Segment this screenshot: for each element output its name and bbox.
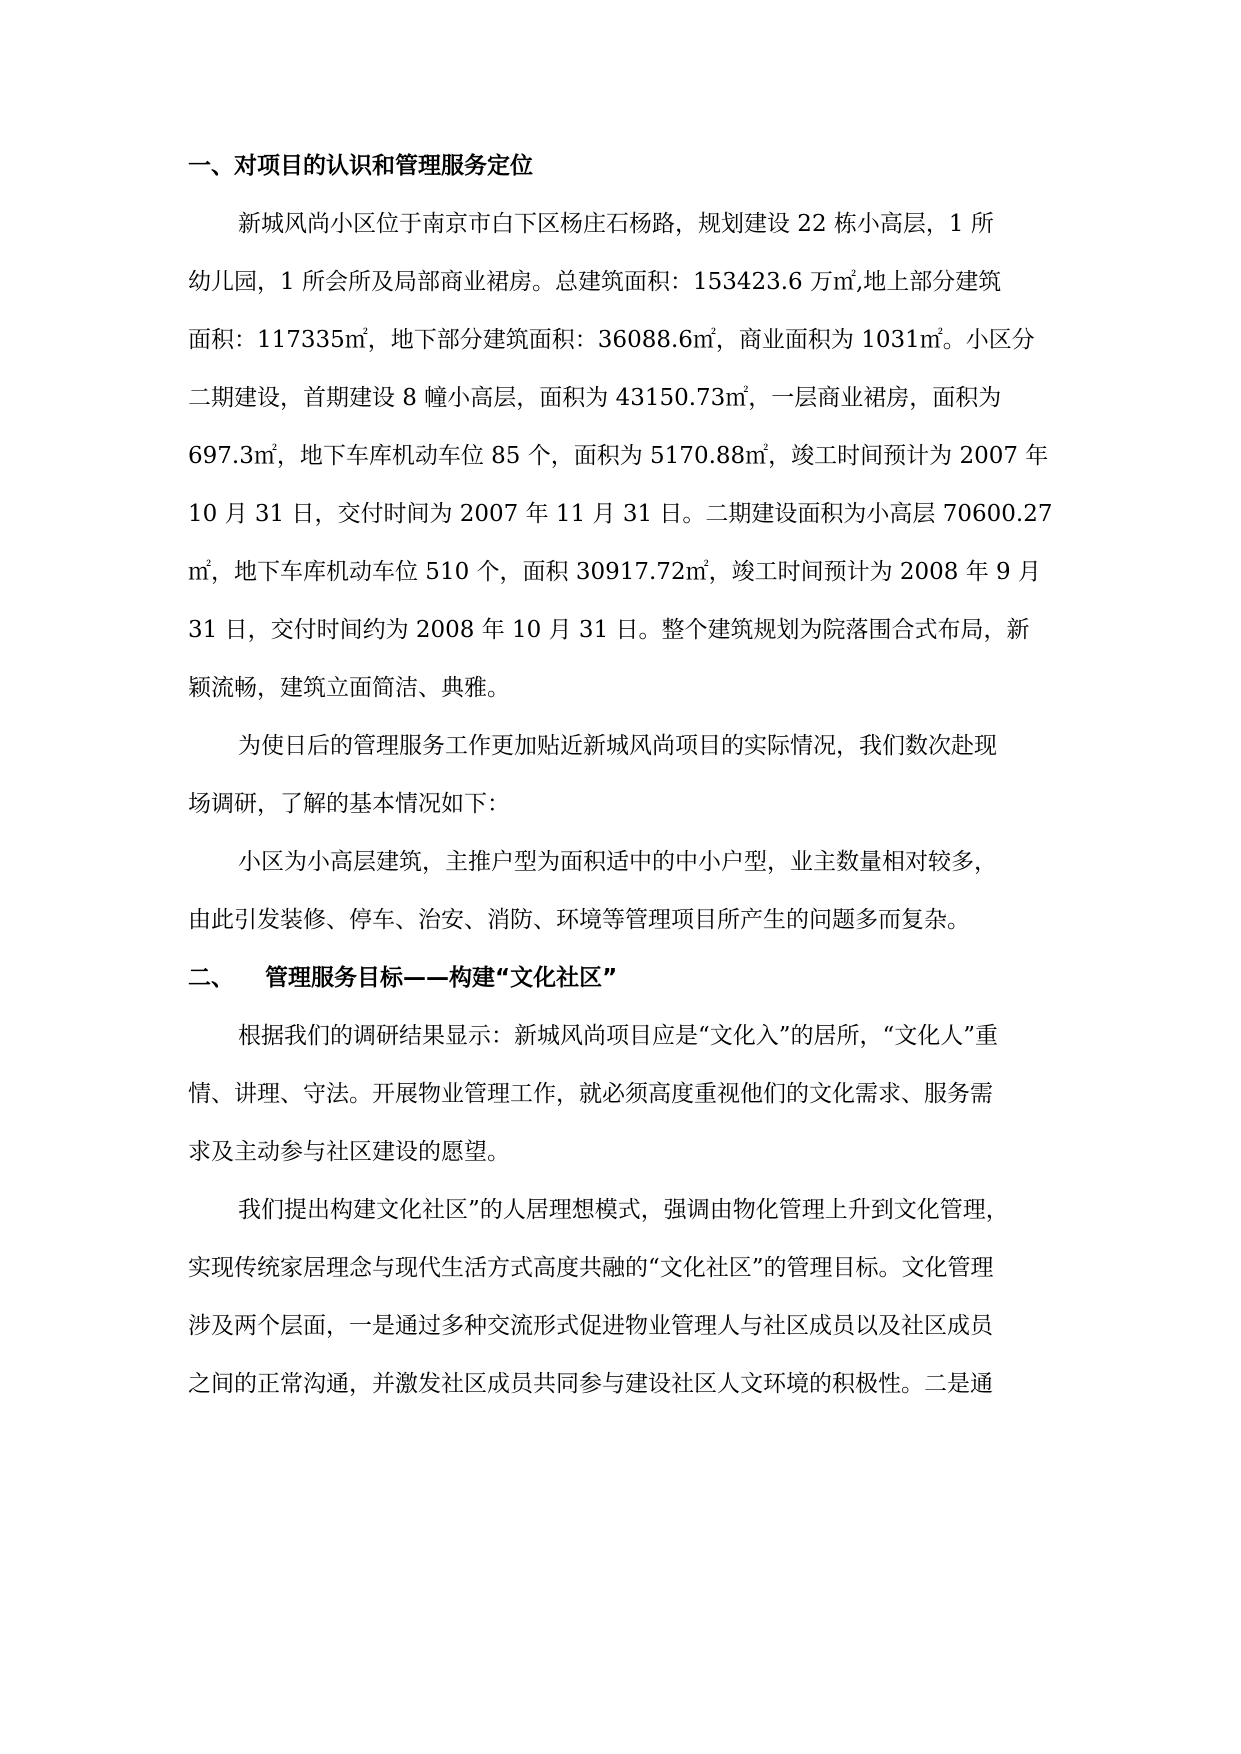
paragraph-line: 小区为小高层建筑，主推户型为面积适中的中小户型，业主数量相对较多， (238, 849, 997, 875)
paragraph-line: ㎡，地下车库机动车位 510 个，面积 30917.72㎡，竣工时间预计为 2008 年 9 月 (188, 559, 1041, 585)
paragraph-line: 31 日，交付时间约为 2008 年 10 月 31 日。整个建筑规划为院落围合式布局，新 (188, 617, 1030, 643)
paragraph-line: 情、讲理、守法。开展物业管理工作，就必须高度重视他们的文化需求、服务需 (188, 1081, 993, 1107)
paragraph-line: 二期建设，首期建设 8 幢小高层，面积为 43150.73㎡，一层商业裙房，面积为 (188, 385, 1002, 411)
paragraph-line: 10 月 31 日，交付时间为 2007 年 11 月 31 日。二期建设面积为小高层 70600.27 (188, 501, 1053, 527)
paragraph-line: 之间的正常沟通，并激发社区成员共同参与建设社区人文环境的积极性。二是通 (188, 1371, 993, 1397)
paragraph-line: 涉及两个层面，一是通过多种交流形式促进物业管理人与社区成员以及社区成员 (188, 1313, 993, 1339)
paragraph-line: 我们提出构建文化社区”的人居理想模式，强调由物化管理上升到文化管理， (238, 1197, 1009, 1223)
paragraph-line: 场调研，了解的基本情况如下： (188, 791, 510, 817)
paragraph-line: 颖流畅，建筑立面简洁、典雅。 (188, 675, 510, 701)
paragraph-line: 幼儿园，1 所会所及局部商业裙房。总建筑面积：153423.6 万㎡,地上部分建筑 (188, 269, 1002, 295)
section-heading-1: 一、对项目的认识和管理服务定位 (188, 153, 533, 179)
paragraph-line: 697.3㎡，地下车库机动车位 85 个，面积为 5170.88㎡，竣工时间预计为 2007 年 (188, 443, 1049, 469)
section-heading-2-number: 二、 (188, 965, 234, 991)
paragraph-line: 新城风尚小区位于南京市白下区杨庄石杨路，规划建设 22 栋小高层，1 所 (238, 211, 994, 237)
paragraph-line: 由此引发装修、停车、治安、消防、环境等管理项目所产生的问题多而复杂。 (188, 907, 970, 933)
paragraph-line: 根据我们的调研结果显示：新城风尚项目应是“文化入”的居所，“文化人”重 (238, 1023, 999, 1049)
section-heading-2 (0, 958, 1241, 998)
paragraph-line: 实现传统家居理念与现代生活方式高度共融的“文化社区”的管理目标。文化管理 (188, 1255, 994, 1281)
paragraph-line: 为使日后的管理服务工作更加贴近新城风尚项目的实际情况，我们数次赴现 (238, 733, 997, 759)
paragraph-line: 求及主动参与社区建设的愿望。 (188, 1139, 510, 1165)
paragraph-line: 面积：117335㎡，地下部分建筑面积：36088.6㎡，商业面积为 1031㎡。小区分 (188, 327, 1035, 353)
section-heading-2-text: 管理服务目标——构建“文化社区” (265, 965, 618, 991)
